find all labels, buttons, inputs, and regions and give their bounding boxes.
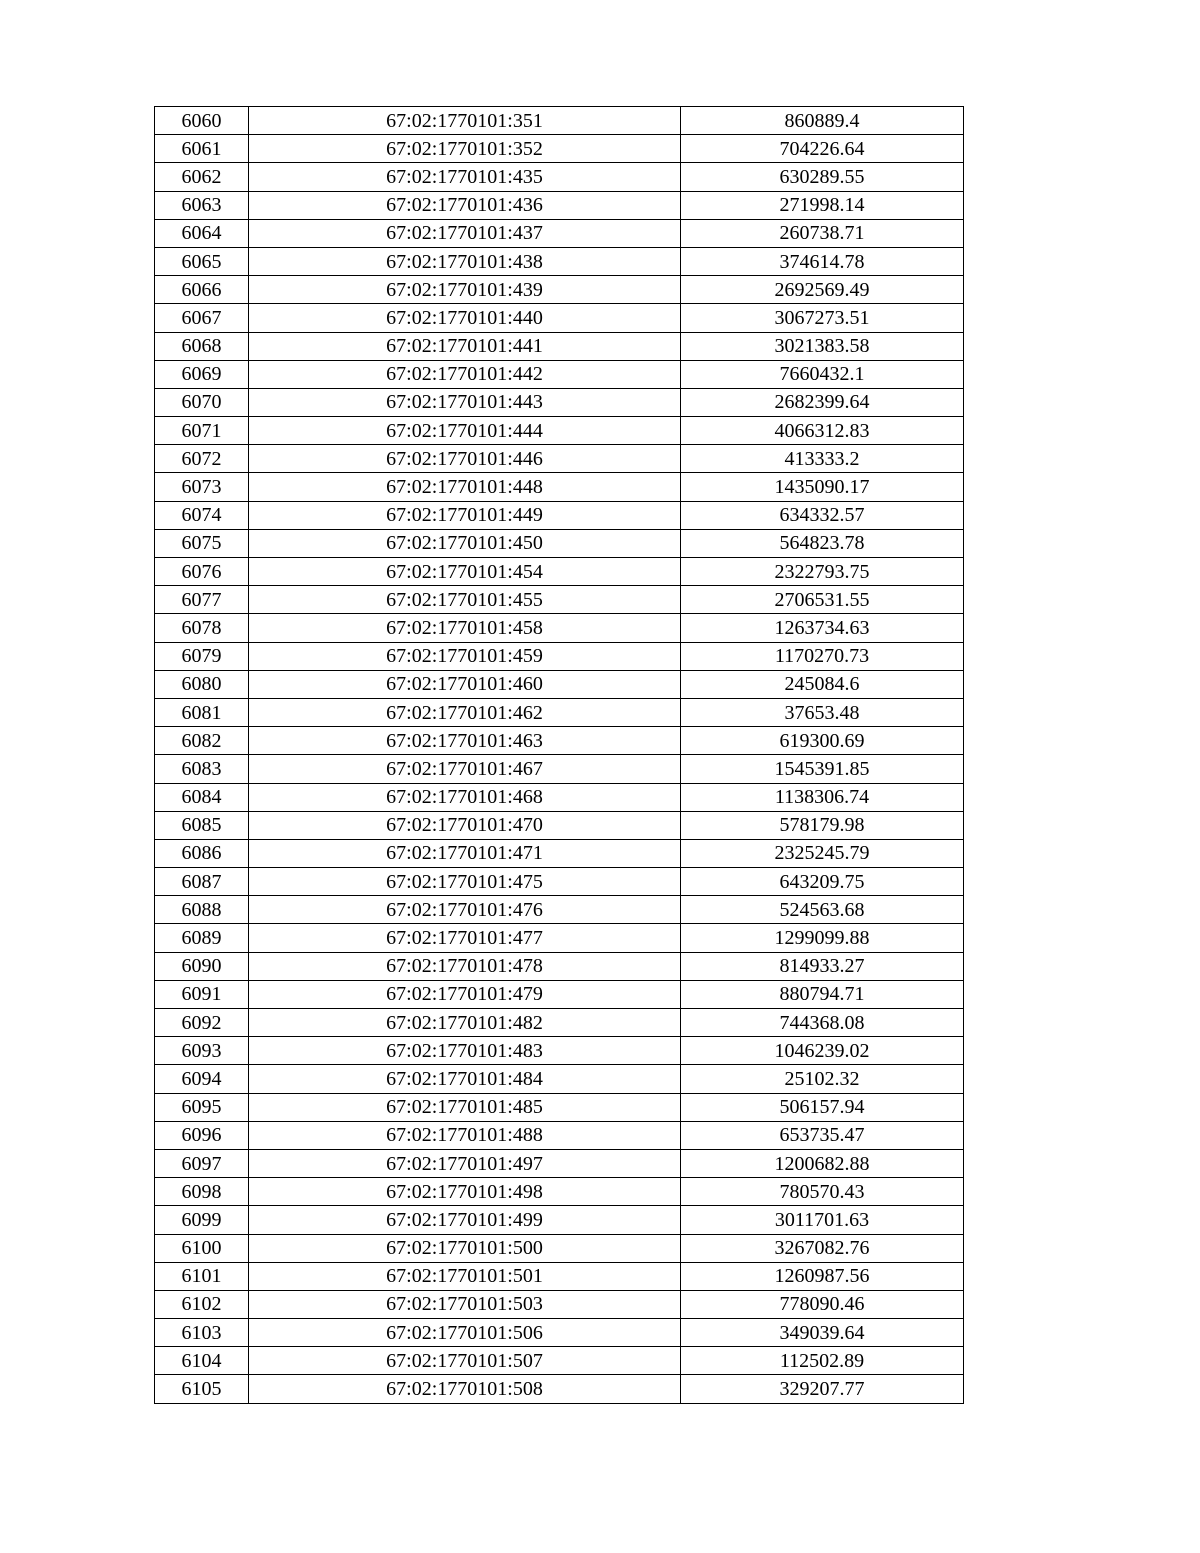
- table-row: [155, 811, 964, 839]
- table-row: [155, 473, 964, 501]
- cadastral-number-cell: 67:02:1770101:351: [249, 107, 681, 135]
- value-cell: 3267082.76: [681, 1234, 964, 1262]
- row-number-cell: 6072: [155, 445, 249, 473]
- cadastral-number-cell: 67:02:1770101:442: [249, 360, 681, 388]
- row-number-cell: 6100: [155, 1234, 249, 1262]
- table-row: [155, 980, 964, 1008]
- value-cell: 2682399.64: [681, 388, 964, 416]
- value-cell: 4066312.83: [681, 417, 964, 445]
- cadastral-number-cell: 67:02:1770101:500: [249, 1234, 681, 1262]
- value-cell: 780570.43: [681, 1178, 964, 1206]
- row-number-cell: 6069: [155, 360, 249, 388]
- value-cell: 1260987.56: [681, 1262, 964, 1290]
- table-row: [155, 839, 964, 867]
- cadastral-number-cell: 67:02:1770101:458: [249, 614, 681, 642]
- cadastral-number-cell: 67:02:1770101:507: [249, 1347, 681, 1375]
- row-number-cell: 6074: [155, 501, 249, 529]
- table-row: [155, 614, 964, 642]
- table-row: [155, 1262, 964, 1290]
- table-row: [155, 698, 964, 726]
- table-row: [155, 558, 964, 586]
- row-number-cell: 6095: [155, 1093, 249, 1121]
- row-number-cell: 6066: [155, 276, 249, 304]
- row-number-cell: 6063: [155, 191, 249, 219]
- cadastral-number-cell: 67:02:1770101:476: [249, 896, 681, 924]
- value-cell: 578179.98: [681, 811, 964, 839]
- value-cell: 704226.64: [681, 135, 964, 163]
- table-row: [155, 727, 964, 755]
- cadastral-number-cell: 67:02:1770101:352: [249, 135, 681, 163]
- table-row: [155, 163, 964, 191]
- row-number-cell: 6075: [155, 529, 249, 557]
- cadastral-number-cell: 67:02:1770101:459: [249, 642, 681, 670]
- cadastral-number-cell: 67:02:1770101:446: [249, 445, 681, 473]
- value-cell: 506157.94: [681, 1093, 964, 1121]
- cadastral-number-cell: 67:02:1770101:498: [249, 1178, 681, 1206]
- cadastral-number-cell: 67:02:1770101:488: [249, 1121, 681, 1149]
- value-cell: 634332.57: [681, 501, 964, 529]
- row-number-cell: 6076: [155, 558, 249, 586]
- value-cell: 643209.75: [681, 868, 964, 896]
- cadastral-number-cell: 67:02:1770101:438: [249, 247, 681, 275]
- table-row: [155, 219, 964, 247]
- row-number-cell: 6102: [155, 1290, 249, 1318]
- row-number-cell: 6073: [155, 473, 249, 501]
- table-row: [155, 501, 964, 529]
- table-row: [155, 896, 964, 924]
- row-number-cell: 6070: [155, 388, 249, 416]
- cadastral-number-cell: 67:02:1770101:482: [249, 1009, 681, 1037]
- value-cell: 271998.14: [681, 191, 964, 219]
- value-cell: 778090.46: [681, 1290, 964, 1318]
- value-cell: 37653.48: [681, 698, 964, 726]
- value-cell: 880794.71: [681, 980, 964, 1008]
- cadastral-number-cell: 67:02:1770101:437: [249, 219, 681, 247]
- cadastral-number-cell: 67:02:1770101:455: [249, 586, 681, 614]
- table-row: [155, 247, 964, 275]
- value-cell: 3011701.63: [681, 1206, 964, 1234]
- row-number-cell: 6096: [155, 1121, 249, 1149]
- cadastral-number-cell: 67:02:1770101:454: [249, 558, 681, 586]
- value-cell: 7660432.1: [681, 360, 964, 388]
- value-cell: 245084.6: [681, 670, 964, 698]
- data-table: [154, 106, 964, 1404]
- row-number-cell: 6101: [155, 1262, 249, 1290]
- row-number-cell: 6098: [155, 1178, 249, 1206]
- table-row: [155, 360, 964, 388]
- row-number-cell: 6086: [155, 839, 249, 867]
- value-cell: 349039.64: [681, 1319, 964, 1347]
- cadastral-number-cell: 67:02:1770101:462: [249, 698, 681, 726]
- value-cell: 3067273.51: [681, 304, 964, 332]
- cadastral-number-cell: 67:02:1770101:450: [249, 529, 681, 557]
- value-cell: 2322793.75: [681, 558, 964, 586]
- table-row: [155, 191, 964, 219]
- row-number-cell: 6084: [155, 783, 249, 811]
- value-cell: 2706531.55: [681, 586, 964, 614]
- table-row: [155, 1375, 964, 1403]
- cadastral-number-cell: 67:02:1770101:484: [249, 1065, 681, 1093]
- row-number-cell: 6097: [155, 1149, 249, 1177]
- table-row: [155, 445, 964, 473]
- value-cell: 1170270.73: [681, 642, 964, 670]
- value-cell: 1545391.85: [681, 755, 964, 783]
- value-cell: 630289.55: [681, 163, 964, 191]
- table-row: [155, 642, 964, 670]
- cadastral-number-cell: 67:02:1770101:477: [249, 924, 681, 952]
- row-number-cell: 6083: [155, 755, 249, 783]
- row-number-cell: 6105: [155, 1375, 249, 1403]
- row-number-cell: 6079: [155, 642, 249, 670]
- value-cell: 3021383.58: [681, 332, 964, 360]
- table-row: [155, 1206, 964, 1234]
- table-row: [155, 1037, 964, 1065]
- value-cell: 1299099.88: [681, 924, 964, 952]
- cadastral-number-cell: 67:02:1770101:468: [249, 783, 681, 811]
- value-cell: 744368.08: [681, 1009, 964, 1037]
- table-row: [155, 1009, 964, 1037]
- table-row: [155, 783, 964, 811]
- cadastral-number-cell: 67:02:1770101:475: [249, 868, 681, 896]
- cadastral-number-cell: 67:02:1770101:448: [249, 473, 681, 501]
- cadastral-number-cell: 67:02:1770101:501: [249, 1262, 681, 1290]
- cadastral-number-cell: 67:02:1770101:506: [249, 1319, 681, 1347]
- row-number-cell: 6082: [155, 727, 249, 755]
- row-number-cell: 6081: [155, 698, 249, 726]
- table-row: [155, 868, 964, 896]
- row-number-cell: 6104: [155, 1347, 249, 1375]
- row-number-cell: 6089: [155, 924, 249, 952]
- value-cell: 1263734.63: [681, 614, 964, 642]
- cadastral-number-cell: 67:02:1770101:436: [249, 191, 681, 219]
- cadastral-number-cell: 67:02:1770101:449: [249, 501, 681, 529]
- table-row: [155, 1319, 964, 1347]
- table-row: [155, 924, 964, 952]
- cadastral-number-cell: 67:02:1770101:497: [249, 1149, 681, 1177]
- row-number-cell: 6090: [155, 952, 249, 980]
- row-number-cell: 6062: [155, 163, 249, 191]
- value-cell: 25102.32: [681, 1065, 964, 1093]
- value-cell: 413333.2: [681, 445, 964, 473]
- table-row: [155, 1149, 964, 1177]
- table-row: [155, 1347, 964, 1375]
- cadastral-number-cell: 67:02:1770101:483: [249, 1037, 681, 1065]
- row-number-cell: 6103: [155, 1319, 249, 1347]
- value-cell: 329207.77: [681, 1375, 964, 1403]
- table-row: [155, 586, 964, 614]
- value-cell: 2325245.79: [681, 839, 964, 867]
- table-row: [155, 1065, 964, 1093]
- cadastral-number-cell: 67:02:1770101:467: [249, 755, 681, 783]
- table-row: [155, 304, 964, 332]
- value-cell: 814933.27: [681, 952, 964, 980]
- table-body: [155, 107, 964, 1404]
- cadastral-number-cell: 67:02:1770101:508: [249, 1375, 681, 1403]
- cadastral-number-cell: 67:02:1770101:440: [249, 304, 681, 332]
- cadastral-number-cell: 67:02:1770101:444: [249, 417, 681, 445]
- cadastral-number-cell: 67:02:1770101:503: [249, 1290, 681, 1318]
- row-number-cell: 6065: [155, 247, 249, 275]
- table-row: [155, 417, 964, 445]
- cadastral-number-cell: 67:02:1770101:439: [249, 276, 681, 304]
- row-number-cell: 6085: [155, 811, 249, 839]
- table-row: [155, 135, 964, 163]
- table-row: [155, 388, 964, 416]
- row-number-cell: 6060: [155, 107, 249, 135]
- table-row: [155, 1093, 964, 1121]
- row-number-cell: 6067: [155, 304, 249, 332]
- table-row: [155, 1290, 964, 1318]
- row-number-cell: 6087: [155, 868, 249, 896]
- cadastral-number-cell: 67:02:1770101:463: [249, 727, 681, 755]
- cadastral-number-cell: 67:02:1770101:485: [249, 1093, 681, 1121]
- value-cell: 860889.4: [681, 107, 964, 135]
- cadastral-number-cell: 67:02:1770101:479: [249, 980, 681, 1008]
- row-number-cell: 6077: [155, 586, 249, 614]
- value-cell: 524563.68: [681, 896, 964, 924]
- row-number-cell: 6093: [155, 1037, 249, 1065]
- cadastral-number-cell: 67:02:1770101:460: [249, 670, 681, 698]
- cadastral-number-cell: 67:02:1770101:443: [249, 388, 681, 416]
- table-row: [155, 952, 964, 980]
- value-cell: 1435090.17: [681, 473, 964, 501]
- row-number-cell: 6078: [155, 614, 249, 642]
- value-cell: 374614.78: [681, 247, 964, 275]
- cadastral-number-cell: 67:02:1770101:471: [249, 839, 681, 867]
- value-cell: 564823.78: [681, 529, 964, 557]
- table-row: [155, 529, 964, 557]
- table-row: [155, 1178, 964, 1206]
- value-cell: 2692569.49: [681, 276, 964, 304]
- table-row: [155, 1121, 964, 1149]
- table-row: [155, 755, 964, 783]
- table-row: [155, 670, 964, 698]
- row-number-cell: 6088: [155, 896, 249, 924]
- row-number-cell: 6099: [155, 1206, 249, 1234]
- row-number-cell: 6092: [155, 1009, 249, 1037]
- value-cell: 112502.89: [681, 1347, 964, 1375]
- cadastral-number-cell: 67:02:1770101:441: [249, 332, 681, 360]
- row-number-cell: 6064: [155, 219, 249, 247]
- table-row: [155, 1234, 964, 1262]
- row-number-cell: 6094: [155, 1065, 249, 1093]
- value-cell: 260738.71: [681, 219, 964, 247]
- row-number-cell: 6061: [155, 135, 249, 163]
- value-cell: 619300.69: [681, 727, 964, 755]
- cadastral-number-cell: 67:02:1770101:470: [249, 811, 681, 839]
- cadastral-number-cell: 67:02:1770101:435: [249, 163, 681, 191]
- value-cell: 1046239.02: [681, 1037, 964, 1065]
- value-cell: 653735.47: [681, 1121, 964, 1149]
- cadastral-number-cell: 67:02:1770101:499: [249, 1206, 681, 1234]
- table-row: [155, 276, 964, 304]
- value-cell: 1138306.74: [681, 783, 964, 811]
- cadastral-number-cell: 67:02:1770101:478: [249, 952, 681, 980]
- row-number-cell: 6091: [155, 980, 249, 1008]
- row-number-cell: 6080: [155, 670, 249, 698]
- row-number-cell: 6071: [155, 417, 249, 445]
- table-row: [155, 107, 964, 135]
- table-row: [155, 332, 964, 360]
- row-number-cell: 6068: [155, 332, 249, 360]
- value-cell: 1200682.88: [681, 1149, 964, 1177]
